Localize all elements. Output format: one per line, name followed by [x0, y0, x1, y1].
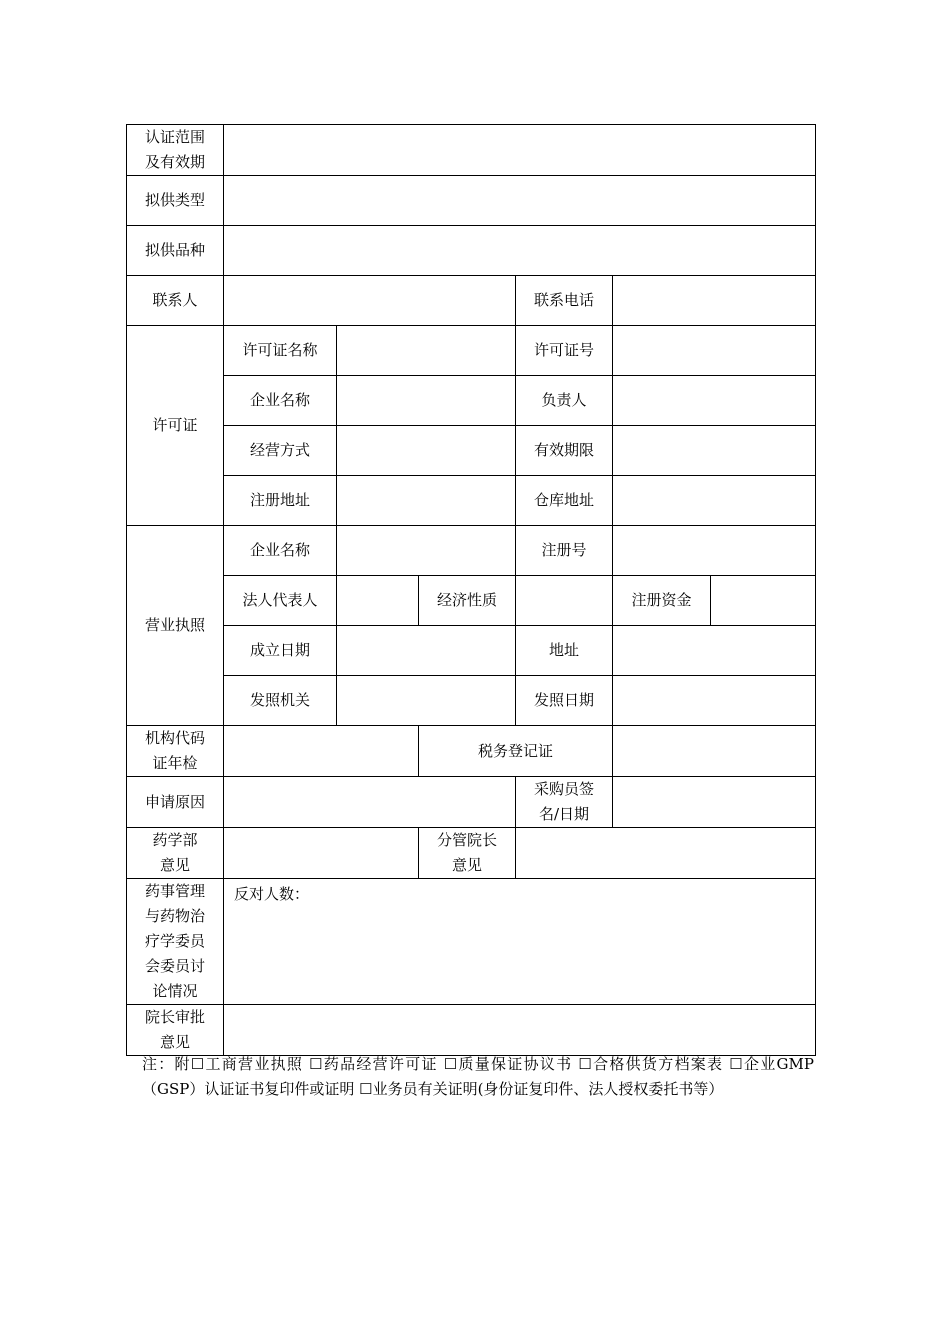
field-valid-period[interactable]	[613, 426, 816, 476]
label-economic-nature: 经济性质	[419, 576, 516, 626]
row-bl-3	[127, 626, 816, 676]
field-pharmacy-opinion[interactable]	[224, 828, 419, 879]
row-scope	[127, 125, 816, 176]
label-license-group: 许可证	[127, 326, 224, 526]
label-supply-variety: 拟供品种	[127, 226, 224, 276]
label-vp-opinion: 分管院长 意见	[419, 828, 516, 879]
field-tax-registration[interactable]	[613, 726, 816, 777]
row-bl-2	[127, 576, 816, 626]
label-tax-registration: 税务登记证	[419, 726, 613, 777]
label-license-no: 许可证号	[516, 326, 613, 376]
label-issue-date: 发照日期	[516, 676, 613, 726]
field-registration-no[interactable]	[613, 526, 816, 576]
field-license-name[interactable]	[337, 326, 516, 376]
label-committee: 药事管理 与药物治 疗学委员 会委员讨 论情况	[127, 879, 224, 1005]
label-license-name: 许可证名称	[224, 326, 337, 376]
field-enterprise-name[interactable]	[337, 376, 516, 426]
row-committee	[127, 879, 816, 1005]
label-registered-address: 注册地址	[224, 476, 337, 526]
oppose-count-label: 反对人数：	[234, 885, 310, 903]
field-supply-type[interactable]	[224, 176, 816, 226]
label-establish-date: 成立日期	[224, 626, 337, 676]
field-apply-reason[interactable]	[224, 777, 516, 828]
attachment-note: 注：附☐工商营业执照 ☐药品经营许可证 ☐质量保证协议书 ☐合格供货方档案表 ☐企业GMP（GSP）认证证书复印件或证明 ☐业务员有关证明(身份证复印件、法人授权委托书等）	[142, 1055, 814, 1098]
label-dean-opinion: 院长审批 意见	[127, 1005, 224, 1056]
label-scope: 认证范围 及有效期	[127, 125, 224, 176]
field-establish-date[interactable]	[337, 626, 516, 676]
field-supply-variety[interactable]	[224, 226, 816, 276]
row-bl-4	[127, 676, 816, 726]
row-opinions	[127, 828, 816, 879]
field-warehouse-address[interactable]	[613, 476, 816, 526]
field-bl-enterprise-name[interactable]	[337, 526, 516, 576]
label-bl-enterprise-name: 企业名称	[224, 526, 337, 576]
field-registered-capital[interactable]	[711, 576, 816, 626]
field-committee[interactable]	[224, 879, 816, 1005]
field-address[interactable]	[613, 626, 816, 676]
field-buyer-sign[interactable]	[613, 777, 816, 828]
row-contact	[127, 276, 816, 326]
label-contact-phone: 联系电话	[516, 276, 613, 326]
label-business-license-group: 营业执照	[127, 526, 224, 726]
label-warehouse-address: 仓库地址	[516, 476, 613, 526]
row-org-code	[127, 726, 816, 777]
field-contact-person[interactable]	[224, 276, 516, 326]
field-business-mode[interactable]	[337, 426, 516, 476]
field-contact-phone[interactable]	[613, 276, 816, 326]
label-supply-type: 拟供类型	[127, 176, 224, 226]
label-enterprise-name: 企业名称	[224, 376, 337, 426]
field-economic-nature[interactable]	[516, 576, 613, 626]
label-pharmacy-opinion: 药学部 意见	[127, 828, 224, 879]
field-dean-opinion[interactable]	[224, 1005, 816, 1056]
field-org-code[interactable]	[224, 726, 419, 777]
label-registration-no: 注册号	[516, 526, 613, 576]
field-scope[interactable]	[224, 125, 816, 176]
field-responsible-person[interactable]	[613, 376, 816, 426]
field-issuing-authority[interactable]	[337, 676, 516, 726]
row-license-2	[127, 376, 816, 426]
row-bl-1	[127, 526, 816, 576]
row-supply-type	[127, 176, 816, 226]
label-registered-capital: 注册资金	[613, 576, 711, 626]
label-legal-representative: 法人代表人	[224, 576, 337, 626]
row-license-3	[127, 426, 816, 476]
label-contact-person: 联系人	[127, 276, 224, 326]
row-license-4	[127, 476, 816, 526]
label-buyer-sign: 采购员签 名/日期	[516, 777, 613, 828]
row-apply-reason	[127, 777, 816, 828]
row-license-1	[127, 326, 816, 376]
field-registered-address[interactable]	[337, 476, 516, 526]
supplier-application-form	[126, 124, 816, 1056]
label-apply-reason: 申请原因	[127, 777, 224, 828]
label-valid-period: 有效期限	[516, 426, 613, 476]
label-issuing-authority: 发照机关	[224, 676, 337, 726]
label-org-code: 机构代码 证年检	[127, 726, 224, 777]
label-business-mode: 经营方式	[224, 426, 337, 476]
field-license-no[interactable]	[613, 326, 816, 376]
field-legal-representative[interactable]	[337, 576, 419, 626]
field-vp-opinion[interactable]	[516, 828, 816, 879]
label-address: 地址	[516, 626, 613, 676]
row-supply-variety	[127, 226, 816, 276]
label-responsible-person: 负责人	[516, 376, 613, 426]
row-dean	[127, 1005, 816, 1056]
field-issue-date[interactable]	[613, 676, 816, 726]
